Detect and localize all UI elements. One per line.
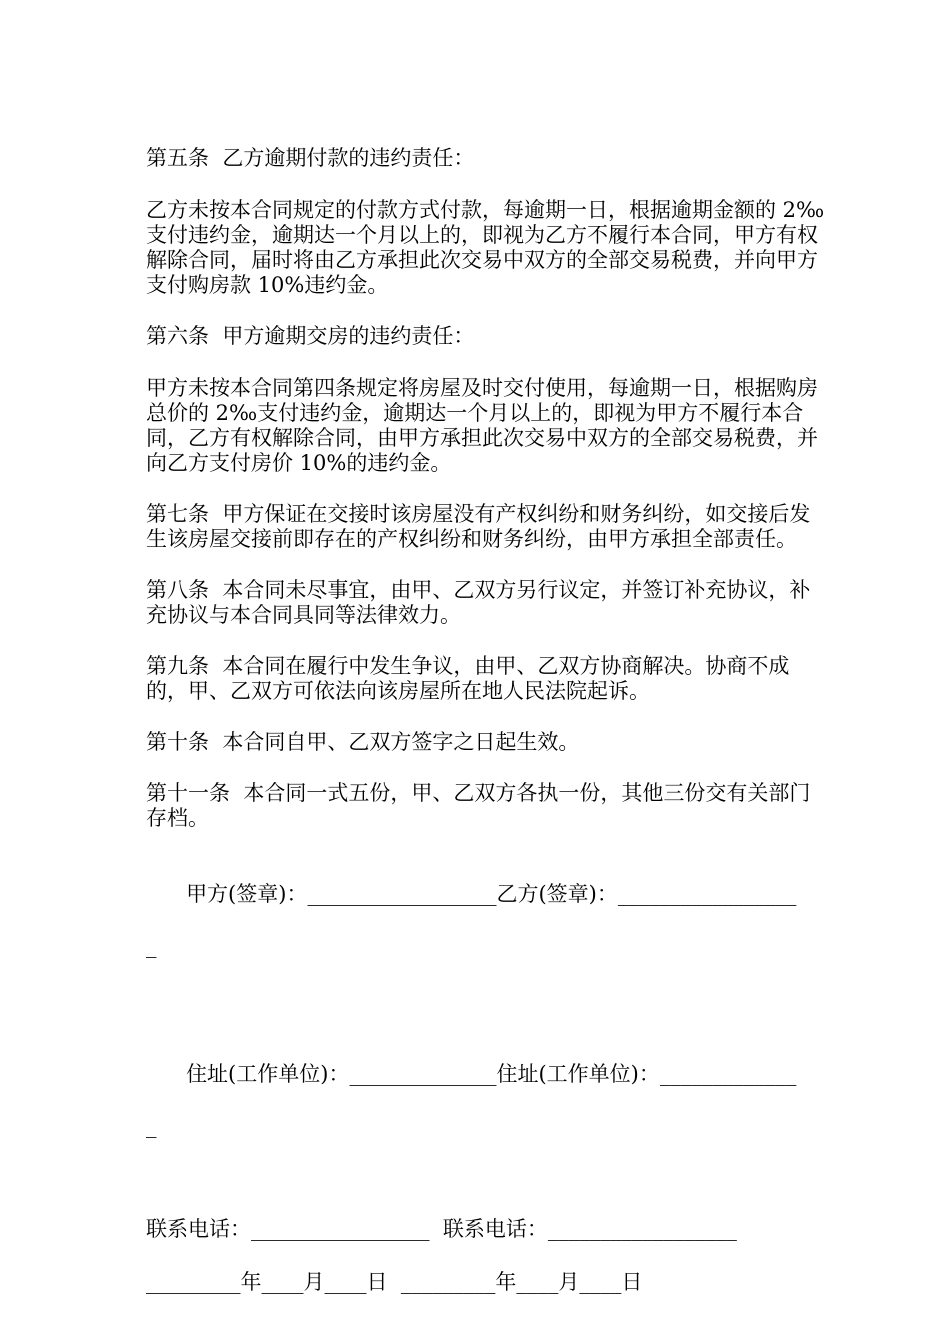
address-tail: _ [146,1114,157,1138]
article-6-heading: 第六条 甲方逾期交房的违约责任： [146,324,475,348]
article-5-heading: 第五条 乙方逾期付款的违约责任： [146,146,475,170]
article-5-text: 乙方未按本合同规定的付款方式付款，每逾期一日，根据逾期金额的 2‰支付违约金，逾期达一个月以上的，即视为乙方不履行本合同，甲方有权解除合同，届时将由乙方承担此次交易中双方的全部交易税费，并向甲方支付购房款 10%违约金。 [146,198,825,297]
article-11-text: 第十一条 本合同一式五份，甲、乙双方各执一份，其他三份交有关部门存档。 [146,781,811,830]
article-6-text: 甲方未按本合同第四条规定将房屋及时交付使用，每逾期一日，根据购房总价的 2‰支付违约金，逾期达一个月以上的，即视为甲方不履行本合同，乙方有权解除合同，由甲方承担此次交易中双方的全部交易税费，并向乙方支付房价 10%的违约金。 [146,376,818,475]
party-signature-text: 甲方(签章)：__________________乙方(签章)：_________________ [186,882,797,906]
phone-line: 联系电话：_________________ 联系电话：__________________ [146,1217,737,1241]
article-10-text: 第十条 本合同自甲、乙双方签字之日起生效。 [146,730,580,754]
article-7-text: 第七条 甲方保证在交接时该房屋没有产权纠纷和财务纠纷，如交接后发生该房屋交接前即存在的产权纠纷和财务纠纷，由甲方承担全部责任。 [146,502,811,551]
party-signature-tail: _ [146,934,157,958]
article-9-text: 第九条 本合同在履行中发生争议，由甲、乙双方协商解决。协商不成的，甲、乙双方可依法向该房屋所在地人民法院起诉。 [146,654,790,703]
date-line: _________年____月____日 _________年____月____日 [146,1270,643,1294]
party-signature-line [146,857,826,1009]
article-8-text: 第八条 本合同未尽事宜，由甲、乙双方另行议定，并签订补充协议，补充协议与本合同具同等法律效力。 [146,578,811,627]
address-line [146,1037,826,1189]
address-text: 住址(工作单位)：______________住址(工作单位)：_____________ [186,1062,797,1086]
contract-body [146,146,826,1323]
